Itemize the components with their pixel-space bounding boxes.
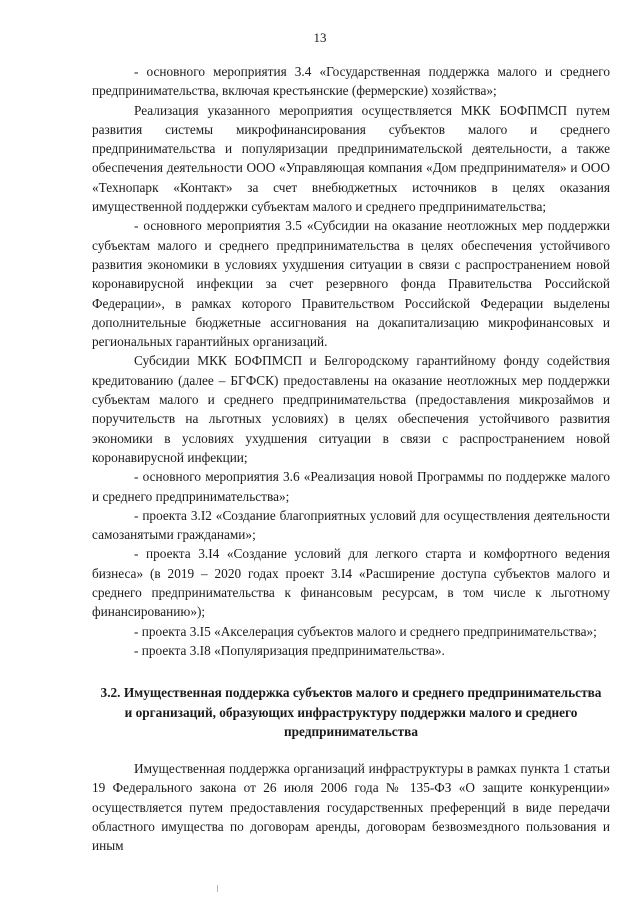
paragraph-project-3-15: - проекта 3.I5 «Акселерация субъектов малого и среднего предпринимательства»; [134,623,597,639]
paragraph-project-3-12: - проекта 3.I2 «Создание благоприятных условий для осуществления деятельности самозанятыми гражданами»; [92,507,610,543]
paragraph-project-3-18: - проекта 3.I8 «Популяризация предпринимательства». [134,642,445,658]
paragraph-measure-3-5: - основного мероприятия 3.5 «Субсидии на оказание неотложных мер поддержки субъектам малого и среднего предпринимательства в целях обеспечения устойчивого развития экономики в условиях ухудшения ситуации в связи с распространением новой коронавирусной инфекции за счет резервного фонда Правительства Российской Федерации», в рамках которого Правительством Российской Федерации выделены дополнительные бюджетные ассигнования на докапитализацию микрофинансовых и региональных гарантийных организаций. [92,218,610,350]
scan-mark [217,885,218,892]
paragraph-project-3-14: - проекта 3.I4 «Создание условий для легкого старта и комфортного ведения бизнеса» (в 2019 – 2020 годах проект 3.I4 «Расширение доступа субъектов малого и среднего предпринимательства к финансовым ресурсам, в том числе к льготному финансированию»); [92,546,610,620]
page-number: 13 [313,30,327,45]
paragraph-measure-3-4: - основного мероприятия 3.4 «Государственная поддержка малого и среднего предпринимательства, включая крестьянские (фермерские) хозяйства»; [92,64,610,99]
paragraph-measure-3-6: - основного мероприятия 3.6 «Реализация новой Программы по поддержке малого и среднего предпринимательства»; [92,469,610,504]
paragraph-mkk-implementation: Реализация указанного мероприятия осуществляется МКК БОФПМСП путем развития системы микрофинансирования субъектов малого и среднего предпринимательства и популяризации предпринимательской деятельности, а также обеспечения деятельности ООО «Управляющая компания «Дом предпринимателя» и ООО «Технопарк «Контакт» за счет внебюджетных источников в целях оказания имущественной поддержки субъектам малого и среднего предпринимательства; [92,102,610,215]
paragraph-property-support: Имущественная поддержка организаций инфраструктуры в рамках пункта 1 статьи 19 Федерального закона от 26 июля 2006 года № 135-ФЗ «О защите конкуренции» осуществляется путем предоставления государственных преференций в виде передачи областного имущества по договорам аренды, договорам безвозмездного пользования и иным [92,761,610,854]
document-body [92,62,610,856]
section-heading: 3.2. Имущественная поддержка субъектов малого и среднего предпринимательства и организаций, образующих инфраструктуру поддержки малого и среднего предпринимательства [100,685,602,739]
paragraph-subsidies: Субсидии МКК БОФПМСП и Белгородскому гарантийному фонду содействия кредитованию (далее – БГФСК) предоставлены на оказание неотложных мер поддержки субъектам малого и среднего предпринимательства (предоставления микрозаймов и поручительств на льготных условиях) в целях обеспечения устойчивого развития экономики в условиях ухудшения ситуации в связи с распространением новой коронавирусной инфекции; [92,353,610,465]
